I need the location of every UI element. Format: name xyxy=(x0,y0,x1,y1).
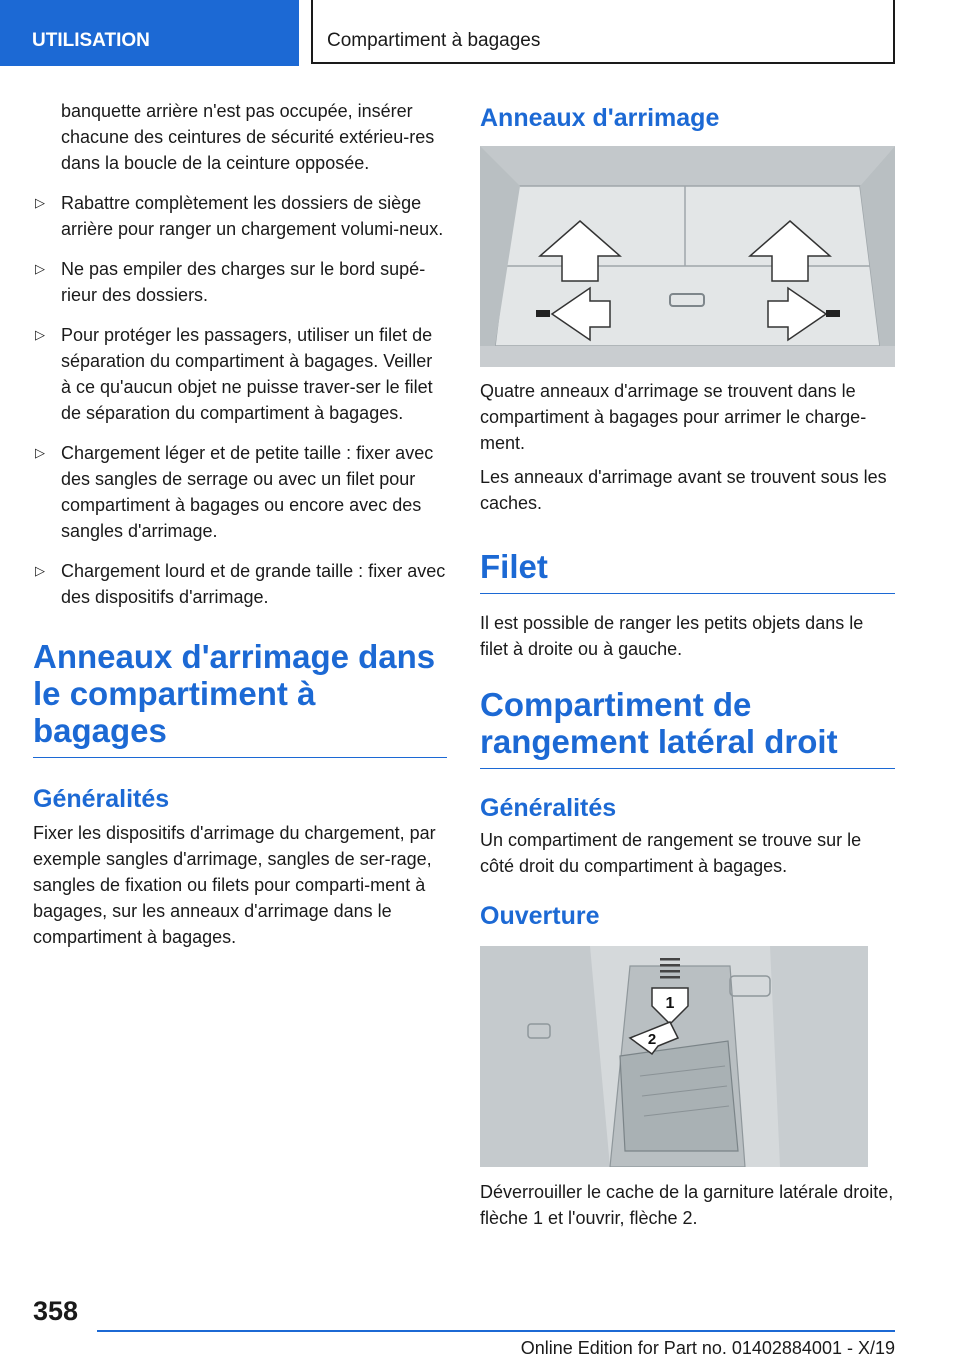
section-tab: UTILISATION xyxy=(0,0,299,66)
cargo-rings-illustration xyxy=(480,146,895,367)
triangle-bullet-icon: ▷ xyxy=(35,563,45,578)
triangle-bullet-icon: ▷ xyxy=(35,261,45,276)
subheading-generalites: Généralités xyxy=(33,785,170,813)
subheading-ouverture: Ouverture xyxy=(480,902,600,930)
rings-paragraph-1: Quatre anneaux d'arrimage se trouvent dans le compartiment à bagages pour arrimer le charge-ment. xyxy=(480,381,867,453)
list-item xyxy=(33,440,447,544)
section-heading-compartiment-lateral: Compartiment de rangement latéral droit xyxy=(480,686,895,769)
ouverture-paragraph: Déverrouiller le cache de la garniture latérale droite, flèche 1 et l'ouvrir, flèche 2. xyxy=(480,1182,894,1228)
list-item-text: Rabattre complètement les dossiers de siège arrière pour ranger un chargement volumi-neux. xyxy=(61,193,444,239)
list-item xyxy=(33,190,447,242)
filet-paragraph: Il est possible de ranger les petits objets dans le filet à droite ou à gauche. xyxy=(480,613,864,659)
triangle-bullet-icon: ▷ xyxy=(35,195,45,210)
generalites-paragraph: Fixer les dispositifs d'arrimage du chargement, par exemple sangles d'arrimage, sangles de ser-rage, sangles de fixation ou filets pour comparti-ment à bagages, sur les anneaux d'arrimage dans le compartiment à bagages. xyxy=(33,823,436,947)
chapter-title: Compartiment à bagages xyxy=(311,0,895,64)
list-item xyxy=(33,256,447,308)
generalites-paragraph-2: Un compartiment de rangement se trouve sur le côté droit du compartiment à bagages. xyxy=(480,830,862,876)
arrow-2-label: 2 xyxy=(647,1031,657,1048)
list-item-text: Ne pas empiler des charges sur le bord supé-rieur des dossiers. xyxy=(61,259,426,305)
right-column xyxy=(480,98,895,1231)
page-header xyxy=(0,0,960,66)
subheading-anneaux-arrimage: Anneaux d'arrimage xyxy=(480,104,720,132)
left-column xyxy=(33,98,447,950)
rings-paragraph-2: Les anneaux d'arrimage avant se trouvent sous les caches. xyxy=(480,467,887,513)
section-heading-filet: Filet xyxy=(480,548,895,594)
list-item-text: Pour protéger les passagers, utiliser un filet de séparation du compartiment à bagages. Veiller à ce qu'aucun objet ne puisse traver-ser le filet de séparation du compartiment à bagages. xyxy=(61,325,433,423)
list-item xyxy=(33,558,447,610)
page-number: 358 xyxy=(33,1296,79,1326)
continuation-paragraph: banquette arrière n'est pas occupée, insérer chacune des ceintures de sécurité extérieu-res dans la boucle de la ceinture opposée. xyxy=(61,101,435,173)
subheading-generalites-2: Généralités xyxy=(480,794,617,822)
list-item-text: Chargement lourd et de grande taille : fixer avec des dispositifs d'arrimage. xyxy=(61,561,446,607)
edition-footer: Online Edition for Part no. 01402884001 - X/19 xyxy=(520,1338,895,1358)
list-item-text: Chargement léger et de petite taille : fixer avec des sangles de serrage ou avec un filet pour compartiment à bagages ou encore avec des sangles d'arrimage. xyxy=(61,443,434,541)
side-compartment-illustration xyxy=(480,946,868,1167)
triangle-bullet-icon: ▷ xyxy=(35,327,45,342)
triangle-bullet-icon: ▷ xyxy=(35,445,45,460)
footer-divider xyxy=(97,1330,895,1332)
cargo-floor-drawing xyxy=(480,146,895,367)
bullet-list xyxy=(33,190,447,610)
arrow-1-label: 1 xyxy=(665,995,675,1012)
list-item xyxy=(33,322,447,426)
side-compartment-drawing xyxy=(480,946,868,1167)
section-heading-anneaux-compartiment: Anneaux d'arrimage dans le compartiment à bagages xyxy=(33,638,447,758)
